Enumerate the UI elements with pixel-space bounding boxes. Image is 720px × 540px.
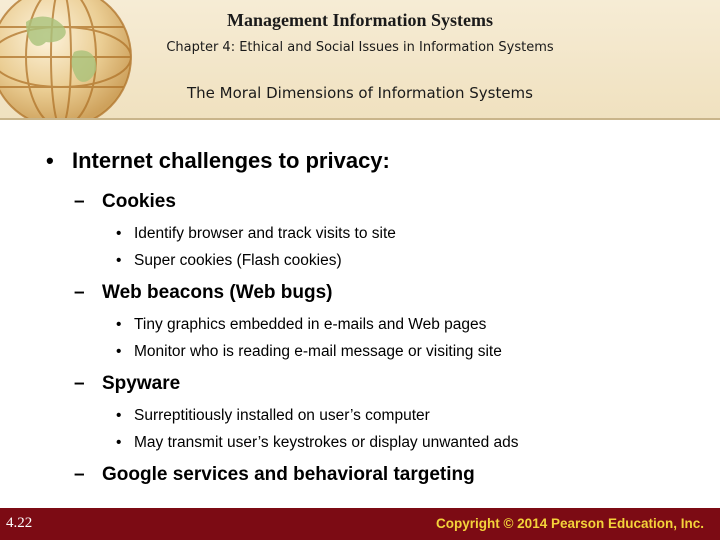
sub-bullet-web-beacons — [74, 282, 333, 304]
slide-body — [0, 120, 720, 508]
sub-bullet-label: Spyware — [102, 373, 181, 394]
dash-icon: – — [74, 464, 85, 485]
bullet-icon: • — [116, 316, 122, 333]
sub-bullet-cookies — [74, 191, 176, 213]
dash-icon: – — [74, 282, 85, 303]
list-item-text: Super cookies (Flash cookies) — [134, 252, 342, 269]
sub-bullet-google — [74, 464, 475, 486]
sub-bullet-label: Google services and behavioral targeting — [102, 464, 475, 485]
list-item — [116, 225, 396, 243]
section-title: The Moral Dimensions of Information Systems — [187, 84, 533, 102]
bullet-icon: • — [116, 343, 122, 360]
list-item — [116, 407, 430, 425]
bullet-icon: • — [116, 225, 122, 242]
list-item — [116, 434, 519, 452]
list-item-text: Tiny graphics embedded in e-mails and Web pages — [134, 316, 487, 333]
list-item — [116, 252, 342, 270]
list-item-text: Surreptitiously installed on user’s computer — [134, 407, 430, 424]
sub-bullet-label: Cookies — [102, 191, 176, 212]
list-item — [116, 343, 502, 361]
main-bullet-text: Internet challenges to privacy: — [72, 148, 390, 173]
bullet-icon: • — [116, 434, 122, 451]
dash-icon: – — [74, 373, 85, 394]
list-item — [116, 316, 486, 334]
slide-title: Management Information Systems — [227, 10, 493, 30]
list-item-text: Identify browser and track visits to site — [134, 225, 396, 242]
bullet-icon: • — [46, 148, 54, 173]
bullet-icon: • — [116, 252, 122, 269]
chapter-title: Chapter 4: Ethical and Social Issues in Information Systems — [166, 40, 554, 55]
dash-icon: – — [74, 191, 85, 212]
bullet-icon: • — [116, 407, 122, 424]
list-item-text: Monitor who is reading e-mail message or visiting site — [134, 343, 502, 360]
copyright-notice: Copyright © 2014 Pearson Education, Inc. — [435, 516, 704, 531]
main-bullet — [46, 148, 390, 174]
list-item-text: May transmit user’s keystrokes or display unwanted ads — [134, 434, 519, 451]
slide-number: 4.22 — [6, 515, 33, 531]
sub-bullet-label: Web beacons (Web bugs) — [102, 282, 333, 303]
slide-header — [0, 0, 720, 120]
slide-footer — [0, 508, 720, 540]
sub-bullet-spyware — [74, 373, 180, 395]
